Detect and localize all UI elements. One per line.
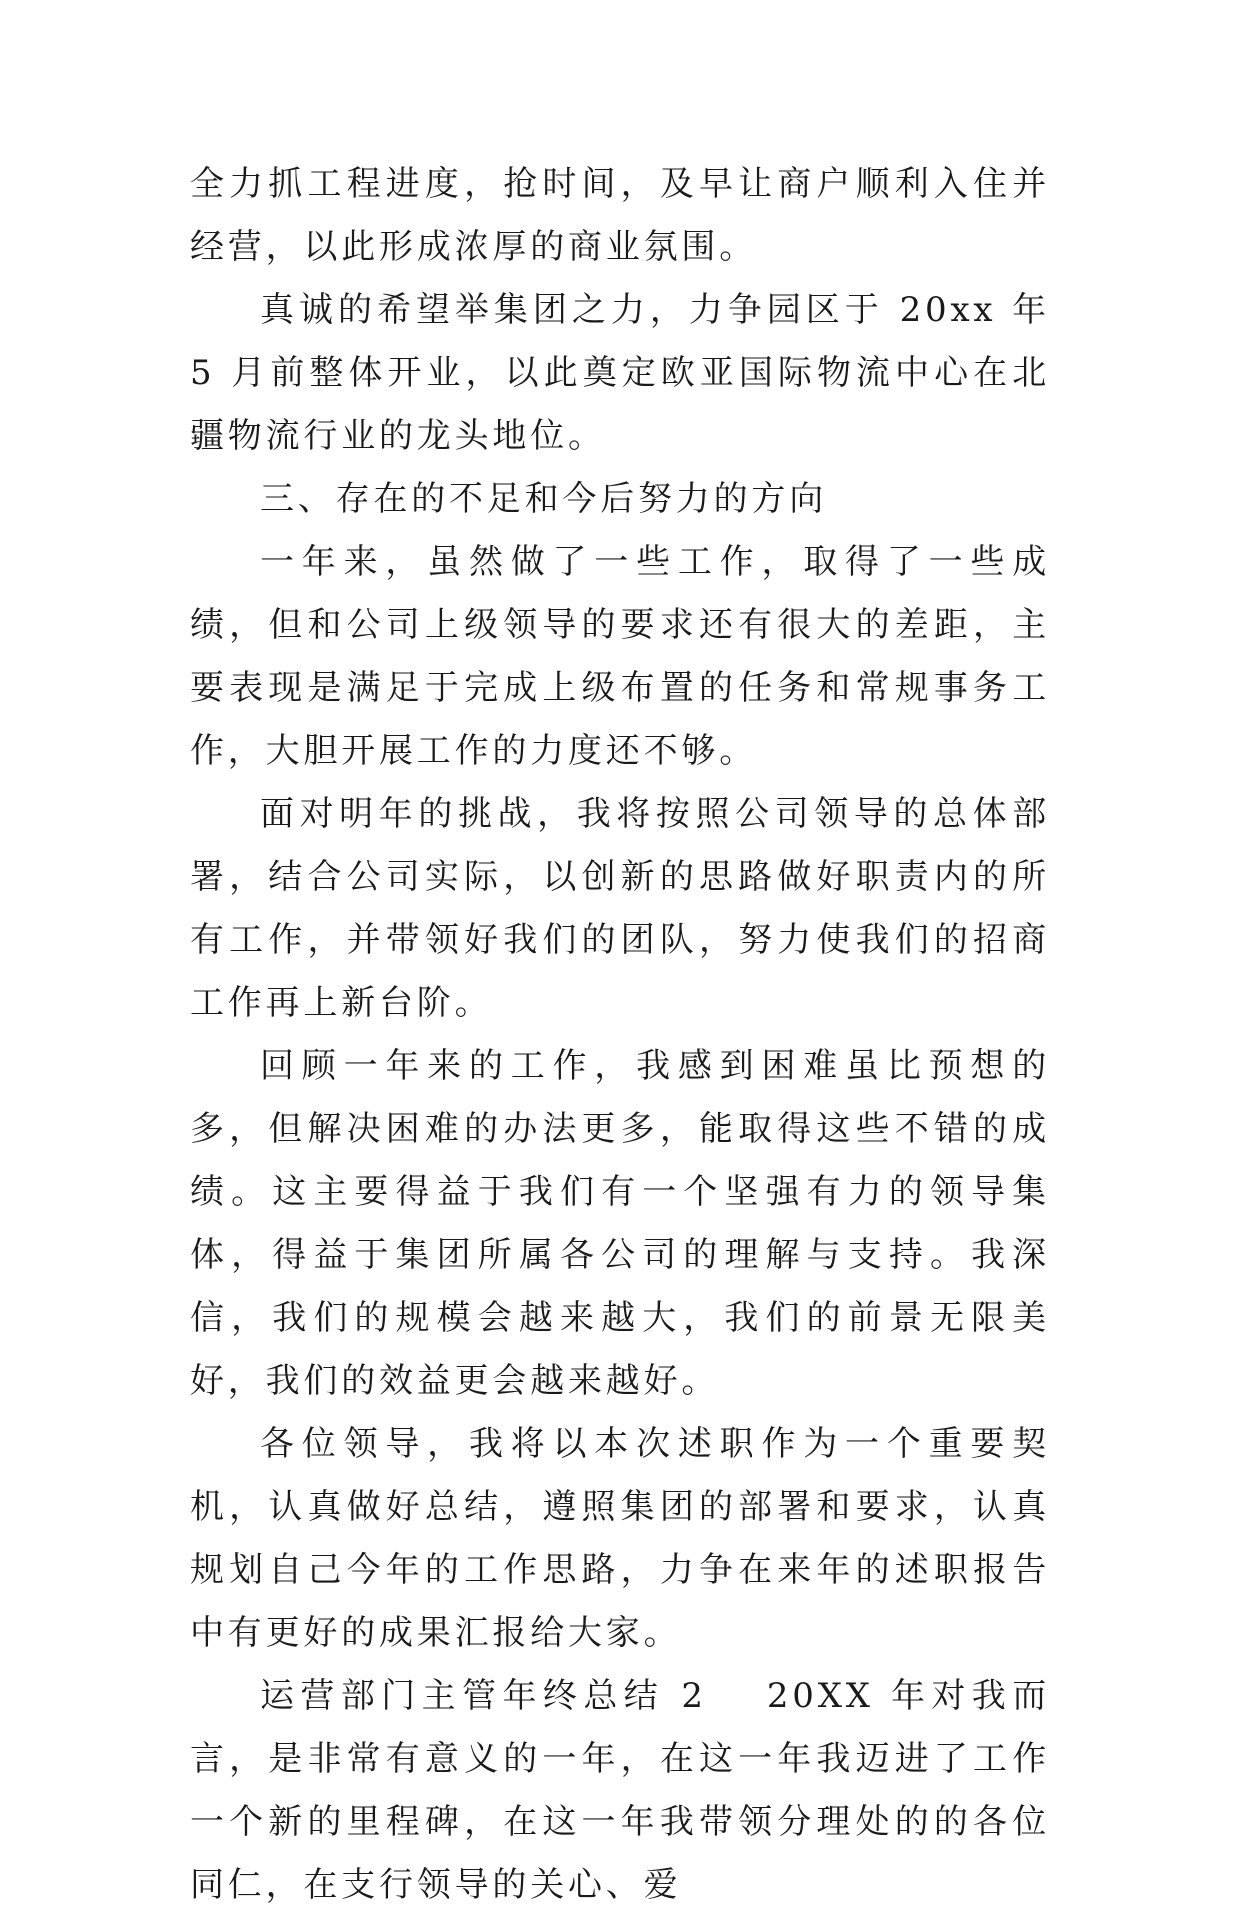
- section-body: 20XX 年对我而言，是非常有意义的一年，在这一年我迈进了工作一个新的里程碑，在这一年我带领分理处的的各位同仁，在支行领导的关心、爱: [190, 1676, 1050, 1905]
- paragraph-1: 全力抓工程进度，抢时间，及早让商户顺利入住并经营，以此形成浓厚的商业氛围。: [190, 164, 1050, 267]
- paragraph-5: 面对明年的挑战，我将按照公司领导的总体部署，结合公司实际，以创新的思路做好职责内的所有工作，并带领好我们的团队，努力使我们的招商工作再上新台阶。: [190, 794, 1050, 1023]
- paragraph-4: 一年来，虽然做了一些工作，取得了一些成绩，但和公司上级领导的要求还有很大的差距，主要表现是满足于完成上级布置的任务和常规事务工作，大胆开展工作的力度还不够。: [190, 542, 1050, 771]
- paragraph-7: 各位领导，我将以本次述职作为一个重要契机，认真做好总结，遵照集团的部署和要求，认真规划自己今年的工作思路，力争在来年的述职报告中有更好的成果汇报给大家。: [190, 1424, 1050, 1653]
- section-title: 运营部门主管年终总结 2: [260, 1676, 707, 1716]
- paragraph-2: 真诚的希望举集团之力，力争园区于 20xx 年 5 月前整体开业，以此奠定欧亚国际物流中心在北疆物流行业的龙头地位。: [190, 290, 1050, 456]
- section-paragraph: [190, 1665, 1050, 1917]
- paragraph-6: 回顾一年来的工作，我感到困难虽比预想的多，但解决困难的办法更多，能取得这些不错的成绩。这主要得益于我们有一个坚强有力的领导集体，得益于集团所属各公司的理解与支持。我深信，我们的规模会越来越大，我们的前景无限美好，我们的效益更会越来越好。: [190, 1046, 1050, 1401]
- section-heading-3: 三、存在的不足和今后努力的方向: [260, 479, 827, 519]
- document-body: [190, 153, 1050, 1917]
